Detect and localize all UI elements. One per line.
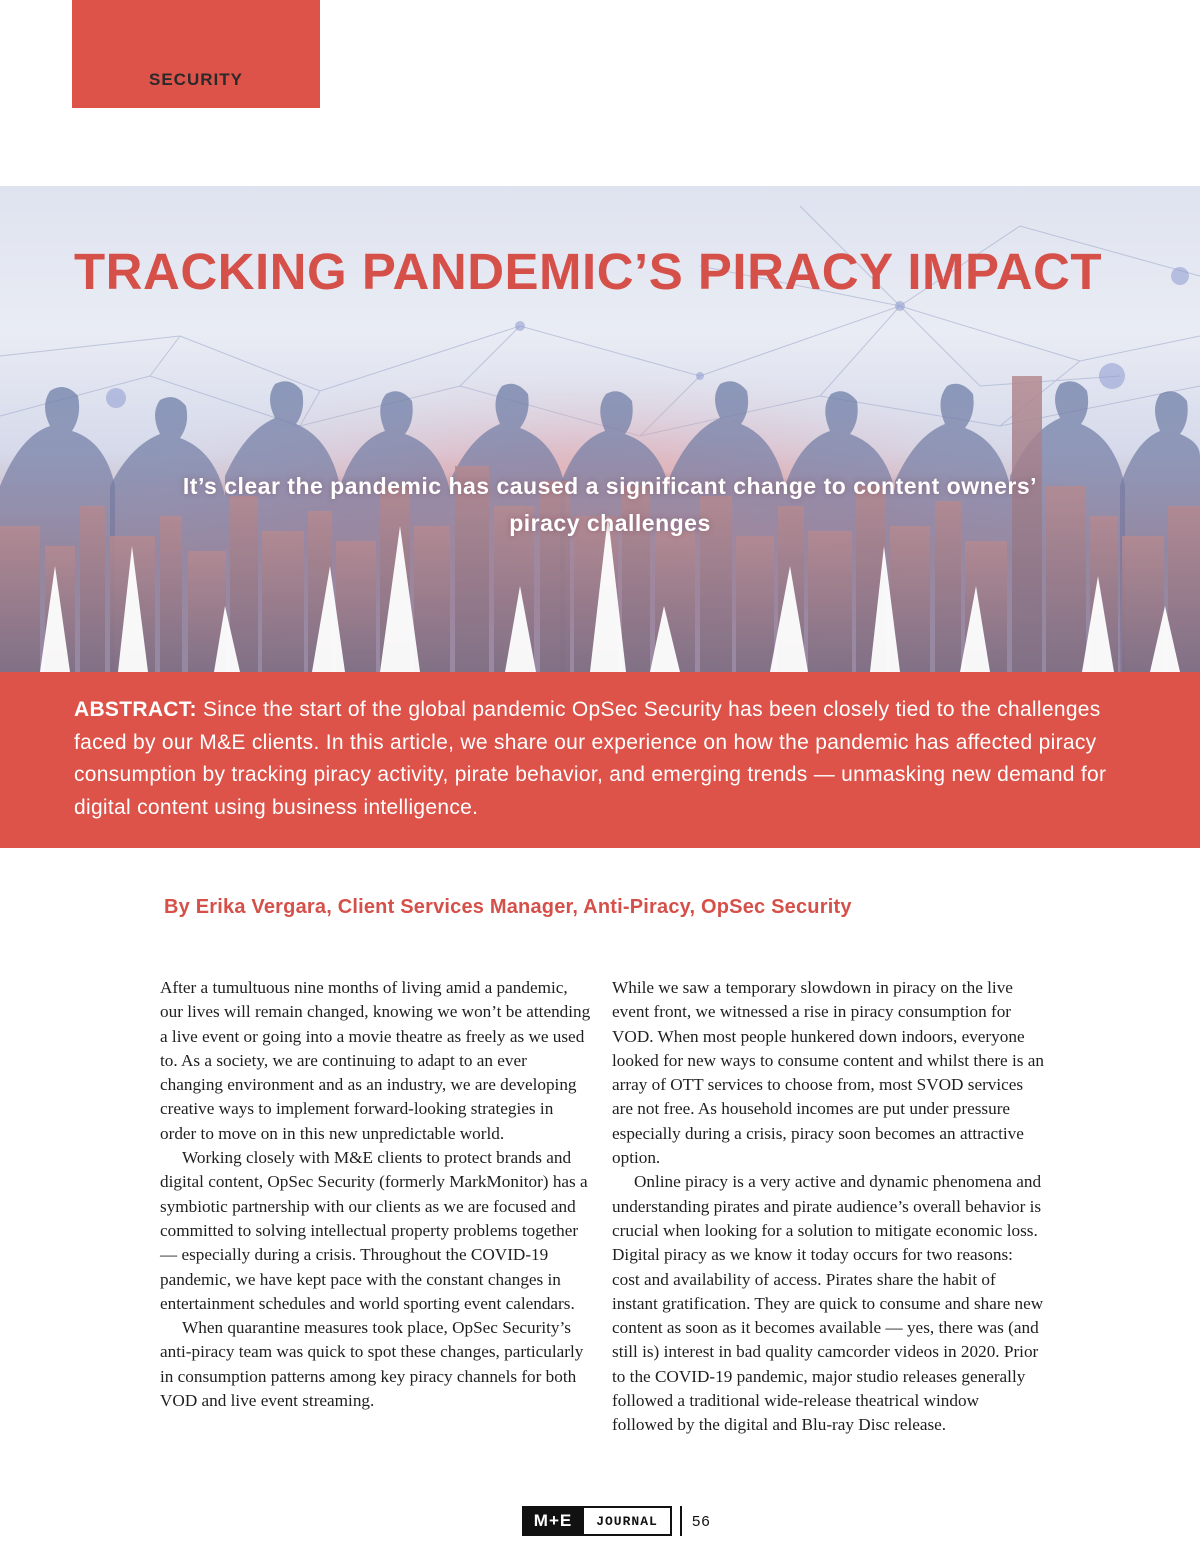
article-title: TRACKING PANDEMIC’S PIRACY IMPACT — [74, 243, 1103, 300]
body-paragraph: Working closely with M&E clients to protect brands and digital content, OpSec Security (formerly MarkMonitor) has a symbiotic partnership with our clients as we are focused and committed to solving intellectual property problems together — especially during a crisis. Throughout the COVID-19 pandemic, we have kept pace with the constant changes in entertainment schedules and world sporting event calendars. — [160, 1148, 588, 1313]
abstract-text: Since the start of the global pandemic OpSec Security has been closely tied to the challenges faced by our M&E clients. In this article, we share our experience on how the pandemic has affected piracy consumption by tracking piracy activity, pirate behavior, and emerging trends — unmasking new demand for digital content using business intelligence. — [74, 698, 1107, 819]
body-paragraph: After a tumultuous nine months of living amid a pandemic, our lives will remain changed, knowing we won’t be attending a live event or going into a movie theatre as freely as we used to. As a society, we are continuing to adapt to an ever changing environment and as an industry, we are developing creative ways to implement forward-looking strategies in order to move on in this new unpredictable world. — [160, 978, 591, 1143]
abstract-box — [0, 672, 1200, 848]
abstract-label: ABSTRACT: — [74, 698, 197, 721]
body-column-right — [612, 976, 1044, 1438]
journal-logo-word: JOURNAL — [584, 1506, 672, 1536]
page-footer — [522, 1506, 711, 1536]
article-subtitle: It’s clear the pandemic has caused a significant change to content owners’ piracy challenges — [182, 473, 1038, 536]
body-paragraph: When quarantine measures took place, OpSec Security’s anti-piracy team was quick to spot these changes, particularly in consumption patterns among key piracy channels for both VOD and live event streaming. — [160, 1318, 584, 1411]
body-paragraph: Online piracy is a very active and dynamic phenomena and understanding pirates and pirate audience’s overall behavior is crucial when looking for a solution to mitigate economic loss. Digital piracy as we know it today occurs for two reasons: cost and availability of access. Pirates share the habit of instant gratification. They are quick to consume and share new content as soon as it becomes available — yes, there was (and still is) interest in bad quality camcorder videos in 2020. Prior to the COVID-19 pandemic, major studio releases generally followed a traditional wide-release theatrical window followed by the digital and Blu-ray Disc release. — [612, 1172, 1044, 1435]
section-label: SECURITY — [149, 70, 243, 89]
hero-banner — [0, 186, 1200, 672]
body-column-left — [160, 976, 592, 1413]
journal-logo-mark: M+E — [522, 1506, 584, 1536]
abstract-paragraph — [74, 694, 1134, 824]
section-tab — [72, 0, 320, 108]
author-byline: By Erika Vergara, Client Services Manager, Anti-Piracy, OpSec Security — [164, 896, 852, 918]
page-number: 56 — [680, 1506, 711, 1536]
body-paragraph: While we saw a temporary slowdown in piracy on the live event front, we witnessed a rise in piracy consumption for VOD. When most people hunkered down indoors, everyone looked for new ways to consume content and whilst there is an array of OTT services to choose from, most SVOD services are not free. As household incomes are put under pressure especially during a crisis, piracy soon becomes an attractive option. — [612, 978, 1044, 1168]
